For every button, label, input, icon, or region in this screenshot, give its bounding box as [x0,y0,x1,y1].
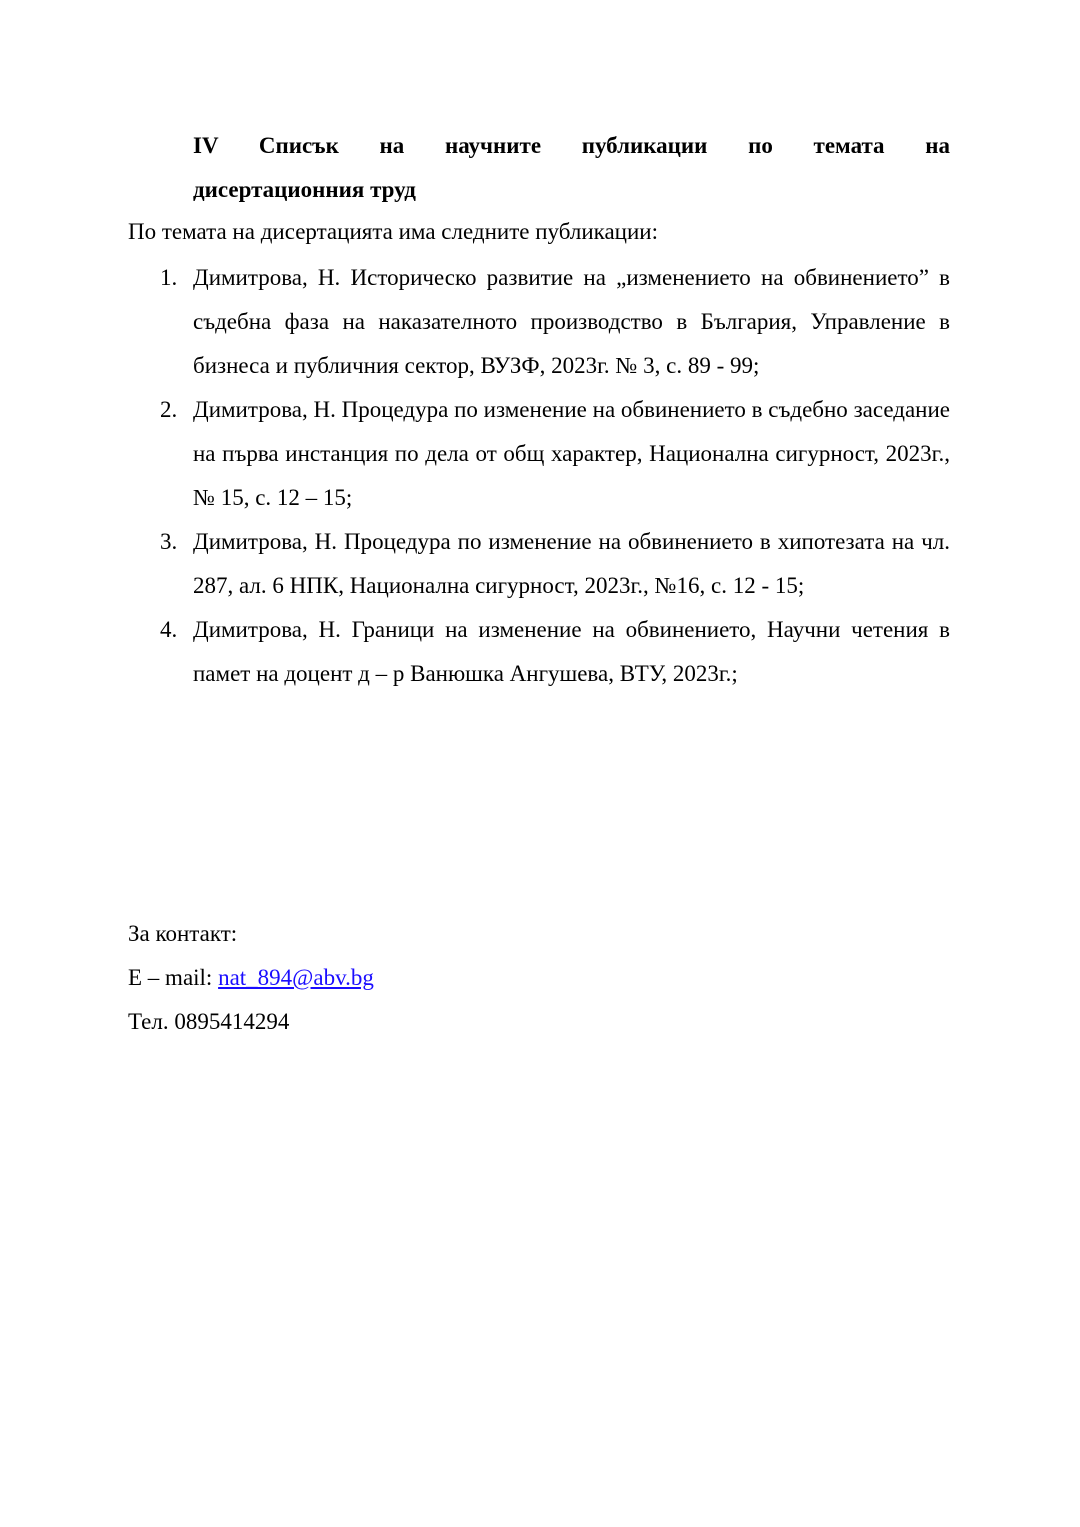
intro-text: По темата на дисертацията има следните публикации: [128,219,658,244]
publication-text: Димитрова, Н. Граници на изменение на обвинението, Научни четения в памет на доцент д – р Ванюшка Ангушева, ВТУ, 2023г.; [193,617,950,686]
phone-line: Тел. 0895414294 [128,1009,290,1034]
publication-list [160,256,950,696]
publication-text: Димитрова, Н. Историческо развитие на „изменението на обвинението” в съдебна фаза на наказателното производство в България, Управление в бизнеса и публичния сектор, ВУЗФ, 2023г. № 3, с. 89 - 99; [193,265,950,378]
contact-block [128,912,374,1044]
publication-number: 3. [160,529,178,554]
section-heading-line2: дисертационния труд [193,177,416,202]
publication-item [160,608,950,696]
email-link[interactable]: nat_894@abv.bg [218,965,374,990]
publication-number: 1. [160,265,178,290]
publication-item [160,520,950,608]
email-line [128,956,374,1000]
email-label: Е – mail: [128,965,219,990]
publication-number: 4. [160,617,178,642]
section-heading-line1: IV Списък на научните публикации по темата на [193,133,950,158]
section-heading [193,124,950,212]
contact-label: За контакт: [128,921,238,946]
publication-text: Димитрова, Н. Процедура по изменение на обвинението в хипотезата на чл. 287, ал. 6 НПК, Национална сигурност, 2023г., №16, с. 12 - 15; [193,529,950,598]
publication-item [160,388,950,520]
publication-text: Димитрова, Н. Процедура по изменение на обвинението в съдебно заседание на първа инстанция по дела от общ характер, Национална сигурност, 2023г., № 15, с. 12 – 15; [193,397,950,510]
publication-number: 2. [160,397,178,422]
publication-item [160,256,950,388]
